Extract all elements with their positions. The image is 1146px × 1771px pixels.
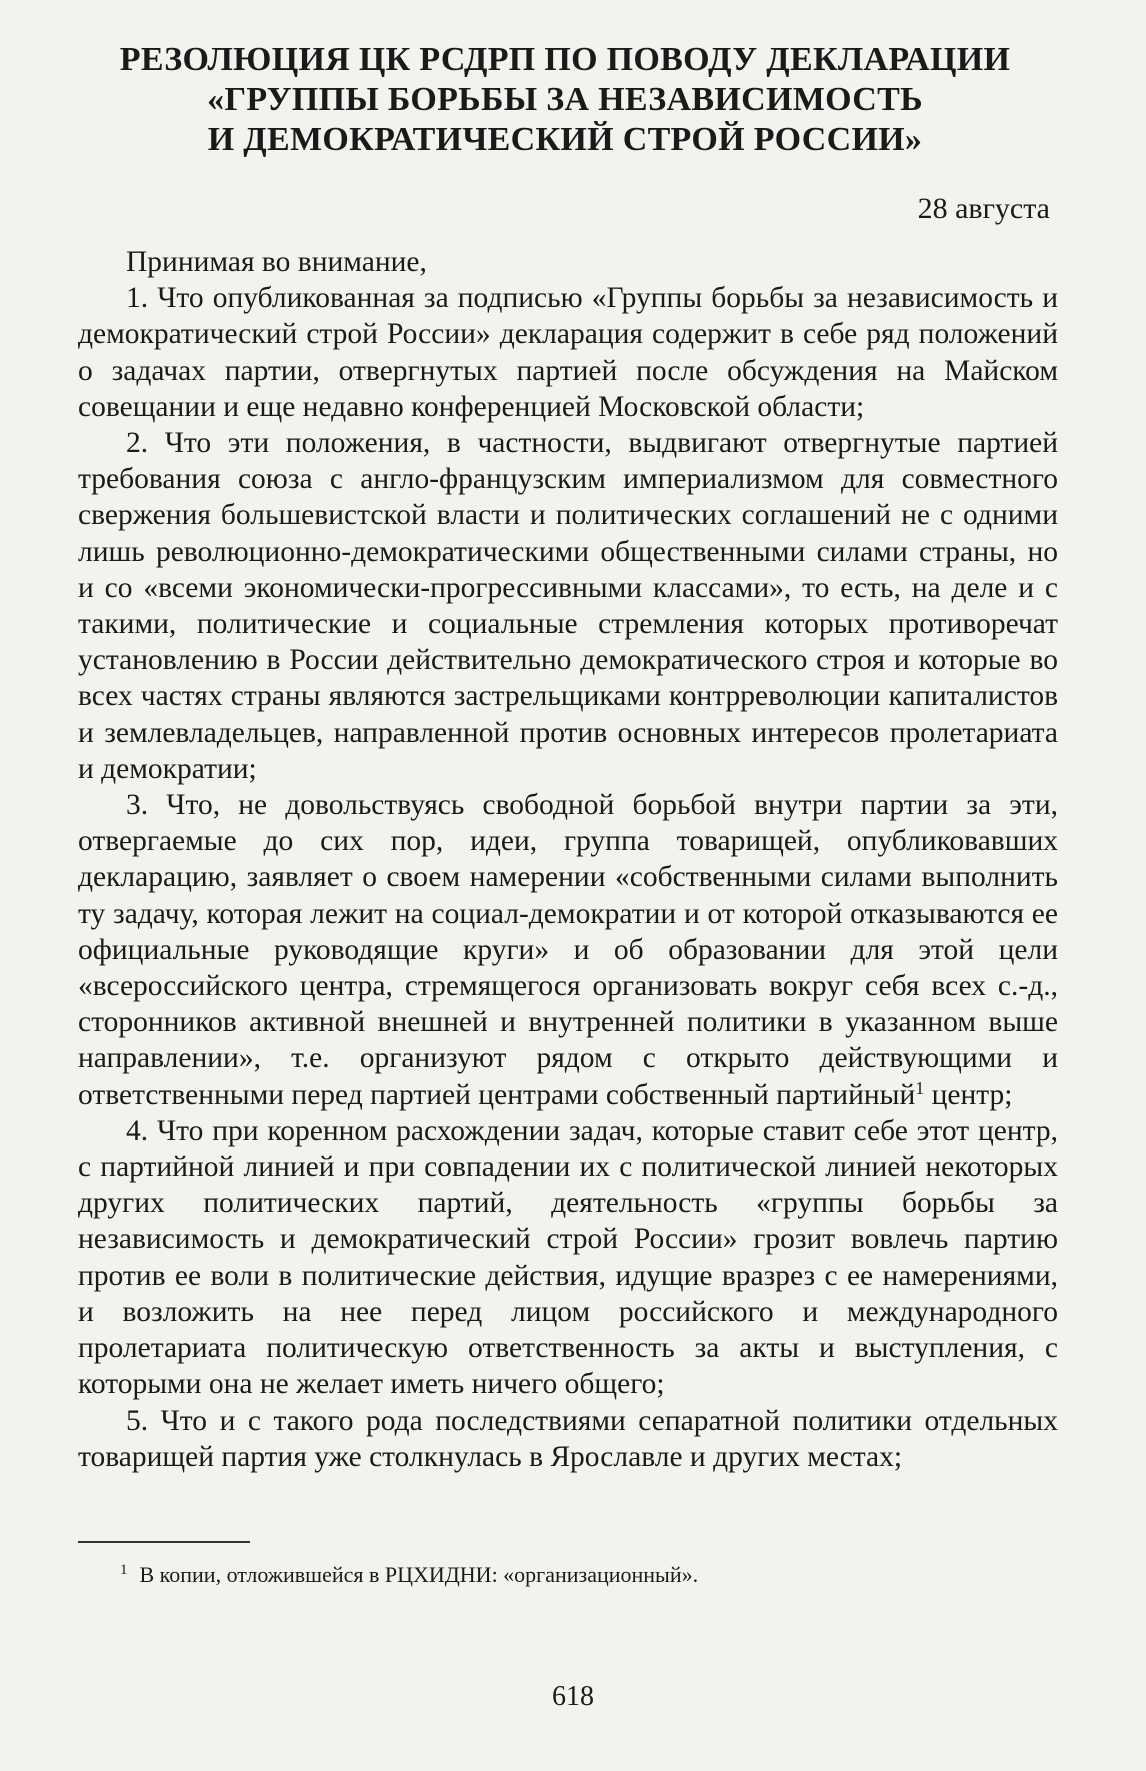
intro-paragraph: Принимая во внимание, (126, 246, 427, 278)
footnote-text: В копии, отложившейся в РЦХИДНИ: «организационный». (139, 1562, 699, 1587)
paragraph-3-text: 3. Что, не довольствуясь свободной борьбой внутри партии за эти, отвергаемые до сих пор, идеи, группа товарищей, опубликовавших декларацию, заявляет о своем намерении «собственными силами выполнить ту задачу, которая лежит на социал-демократии и от которой отказываются ее официальные руководящие круги» и об образовании для этой цели «всероссийского центра, стремящегося организовать вокруг себя всех с.-д., сторонников активной внешней и внутренней политики в указанном выше направлении», т.е. организуют рядом с открыто действующими и ответственными перед партией центрами собственный партийный (78, 789, 1058, 1111)
paragraph-3 (78, 787, 1058, 1113)
footnote-divider (78, 1541, 250, 1543)
title-line: РЕЗОЛЮЦИЯ ЦК РСДРП ПО ПОВОДУ ДЕКЛАРАЦИИ (119, 41, 1011, 78)
paragraph-2: 2. Что эти положения, в частности, выдвигают отвергнутые партией требования союза с англо-французским империализмом для совместного свержения большевистской власти и политических соглашений не с одними лишь революционно-демократическими общественными силами страны, но и со «всеми экономически-прогрессивными классами», то есть, на деле и с такими, политические и социальные стремления которых противоречат установлению в России действительно демократического строя и которые во всех частях страны являются застрельщиками контрреволюции капиталистов и землевладельцев, направленной против основных интересов пролетариата и демократии; (78, 427, 1058, 785)
page-number: 618 (552, 1681, 594, 1712)
paragraph-3-tail: центр; (924, 1078, 1013, 1111)
paragraph-4: 4. Что при коренном расхождении задач, которые ставит себе этот центр, с партийной линией и при совпадении их с политической линией некоторых других политических партий, деятельность «группы борьбы за независимость и демократический строй России» грозит вовлечь партию против ее воли в политические действия, идущие вразрез с ее намерениями, и возложить на нее перед лицом российского и международного пролетариата политическую ответственность за акты и выступления, с которыми она не желает иметь ничего общего; (78, 1114, 1058, 1401)
paragraph-1: 1. Что опубликованная за подписью «Группы борьбы за независимость и демократический строй России» декларация содержит в себе ряд положений о задачах партии, отвергнутых партией после обсуждения на Майском совещании и еще недавно конференцией Московской области; (78, 282, 1058, 423)
document-body (78, 244, 1058, 1475)
title-line: И ДЕМОКРАТИЧЕСКИЙ СТРОЙ РОССИИ» (207, 121, 923, 158)
document-title (70, 40, 1060, 160)
document-date: 28 августа (917, 192, 1050, 225)
footnote (120, 1560, 698, 1590)
footnote-marker: 1 (120, 1562, 128, 1578)
title-line: «ГРУППЫ БОРЬБЫ ЗА НЕЗАВИСИМОСТЬ (207, 81, 923, 118)
footnote-reference: 1 (915, 1077, 925, 1098)
paragraph-5: 5. Что и с такого рода последствиями сепаратной политики отдельных товарищей партия уже столкнулась в Ярославле и других местах; (78, 1404, 1058, 1473)
